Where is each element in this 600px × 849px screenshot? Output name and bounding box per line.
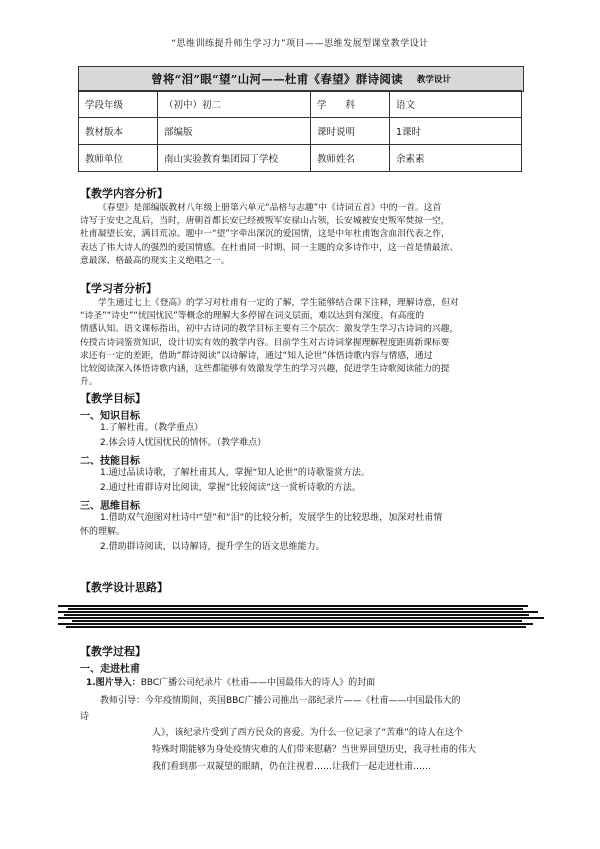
document-title-bar: [78, 66, 524, 92]
paragraph-line: 表达了伟大诗人的强烈的爱国情感。在杜甫同一时期、同一主题的众多诗作中，这一首是情最浓、: [80, 242, 459, 253]
edition-label: 教材版本: [79, 118, 158, 145]
goal-item: 1.借助双气泡图对杜诗中“望”和“泪”的比较分析，发展学生的比较思维，加深对杜甫情: [100, 513, 443, 523]
process-sub-title: 一、走进杜甫: [80, 664, 140, 675]
guide-line: 特殊时期能够为身处疫情灾难的人们带来慰藉？当世界回望历史，我寻杜甫的伟大: [152, 745, 477, 755]
content-analysis-heading: 【教学内容分析】: [80, 187, 168, 200]
step-text: BBC广播公司纪录片《杜甫——中国最伟大的诗人》的封面: [140, 678, 376, 688]
table-row: [79, 91, 522, 118]
paragraph-line: 比较阅读深入体悟诗歌内涵，这些都能够有效激发学生的学习兴趣，促进学生诗歌阅读能力的提: [80, 364, 450, 375]
goal-item: 怀的理解。: [80, 527, 126, 537]
unit-label: 教师单位: [79, 145, 158, 172]
info-table: [78, 90, 522, 172]
guide-line: 教师引导：今年疫情期间，英国BBC广播公司推出一部纪录片——《杜甫——中国最伟大的: [100, 696, 461, 706]
goals-heading: 【教学目标】: [80, 392, 146, 405]
grade-value: （初中）初二: [158, 91, 311, 118]
guide-line: 我们看到那一双凝望的眼睛，仍在注视着……让我们一起走进杜甫……: [152, 762, 432, 772]
process-step: [86, 677, 375, 690]
table-row: [79, 118, 522, 145]
content-analysis-body: [80, 202, 528, 268]
paragraph-line: 诗写于安史之乱后，当时，唐朝首都长安已经被叛军安禄山占领，长安城被安史叛军焚掠一空，: [80, 216, 450, 227]
table-row: [79, 145, 522, 172]
unit-value: 南山实验教育集团园丁学校: [158, 145, 311, 172]
design-idea-heading: 【教学设计思路】: [80, 581, 168, 594]
paragraph-line: 求还有一定的差距，借助“群诗阅读”以诗解诗，通过“知人论世”体悟诗歌内容与情感，通过: [80, 350, 433, 361]
hours-label: 课时说明: [311, 118, 390, 145]
paragraph-line: 学生通过七上《登高》的学习对杜甫有一定的了解，学生能够结合课下注释，理解诗意，但对: [98, 298, 459, 308]
paragraph-line: “诗圣”“诗史”“忧国忧民”等概念的理解大多停留在词义层面，难以达到有深度、有高度的: [80, 311, 425, 322]
name-label: 教师姓名: [311, 145, 390, 172]
goal-item: 2.借助群诗阅读，以诗解诗，提升学生的语文思维能力。: [100, 542, 325, 552]
paragraph-line: 传授古诗词鉴赏知识，设计切实有效的教学内容。目前学生对古诗词掌握理解程度距离新课标要: [80, 337, 450, 348]
redacted-strip: [58, 604, 544, 628]
guide-line: 人》，该纪录片受到了西方民众的喜爱。为什么一位记录了“苦难”的诗人在这个: [152, 728, 463, 738]
paragraph-line: 升。: [80, 377, 98, 388]
edition-value: 部编版: [158, 118, 311, 145]
paragraph-line: 情感认知。语文课标指出，初中古诗词的教学目标主要有三个层次：激发学生学习古诗词的兴趣，: [80, 324, 459, 335]
learner-analysis-body: [80, 297, 528, 389]
knowledge-goal-title: 一、知识目标: [80, 411, 140, 422]
goal-item: 1.通过品读诗歌，了解杜甫其人，掌握“知人论世”的诗歌鉴赏方法。: [100, 468, 370, 478]
guide-line: 诗: [80, 712, 90, 722]
paragraph-line: 杜甫凝望长安，满目荒凉。题中一“望”字牵出深沉的爱国情，这是中年杜甫饱含血泪代表之作，: [80, 229, 450, 240]
learner-analysis-heading: 【学习者分析】: [80, 282, 157, 295]
step-label: 1.图片导入：: [86, 678, 141, 688]
document-title-tag: 教学设计: [416, 75, 451, 85]
thinking-goal-title: 三、思维目标: [80, 501, 140, 512]
grade-label: 学段年级: [79, 91, 158, 118]
subject-value: 语文: [390, 91, 522, 118]
subject-label: 学 科: [311, 91, 390, 118]
page-header: “思维训练提升师生学习力”项目——思维发展型课堂教学设计: [171, 39, 429, 49]
name-value: 余素素: [390, 145, 522, 172]
paragraph-line: 意最深、格最高的现实主义绝唱之一。: [80, 255, 230, 266]
goal-item: 1.了解杜甫。（教学重点）: [100, 423, 204, 433]
skill-goal-title: 二、技能目标: [80, 456, 140, 467]
goal-item: 2.通过杜甫群诗对比阅读，掌握“比较阅读”这一赏析诗歌的方法。: [100, 483, 361, 493]
hours-value: 1课时: [390, 118, 522, 145]
goal-item: 2.体会诗人忧国忧民的情怀。（教学难点）: [100, 438, 267, 448]
process-heading: 【教学过程】: [80, 645, 146, 658]
paragraph-line: 《春望》是部编版教材八年级上册第六单元“品格与志趣”中《诗词五首》中的一首。这首: [98, 203, 442, 213]
document-title: 曾将“泪”眼“望”山河——杜甫《春望》群诗阅读: [151, 72, 403, 86]
